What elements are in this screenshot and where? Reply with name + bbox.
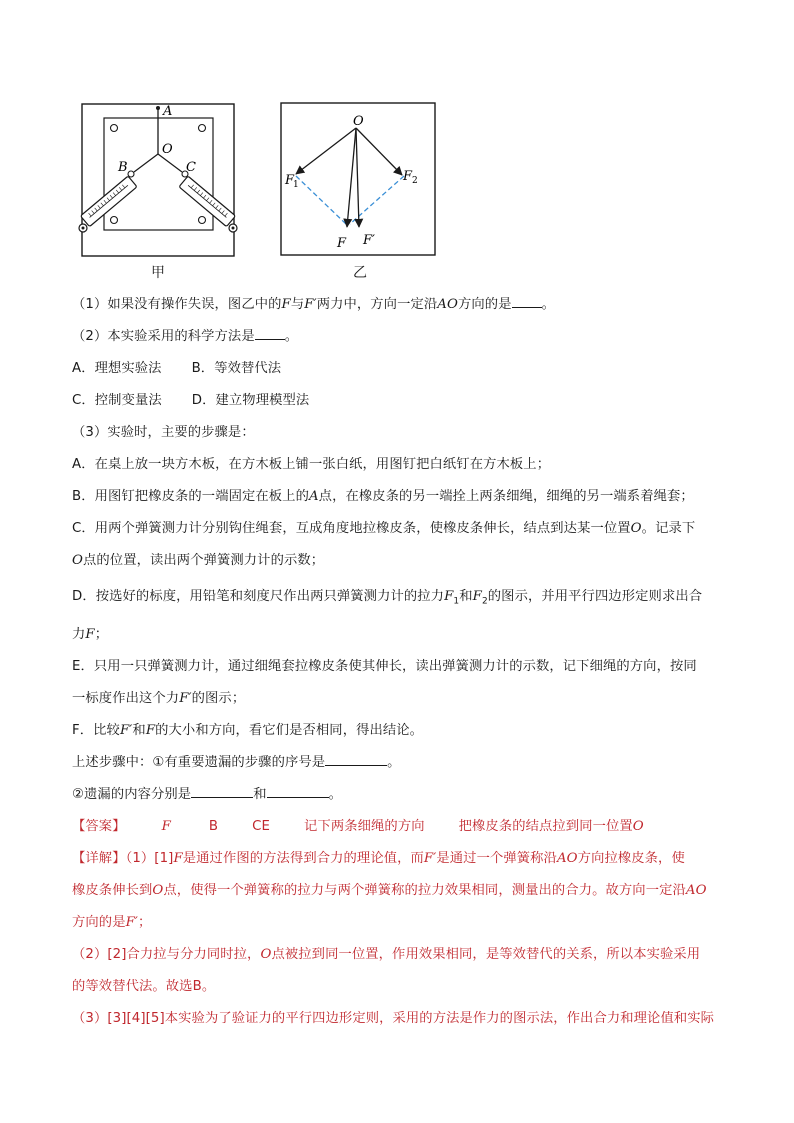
answer-3: CE (252, 819, 271, 834)
answer-1: F (161, 819, 171, 834)
step-e-line-2: 一标度作出这个力F′的图示； (72, 691, 246, 706)
answer-blank-5[interactable] (267, 786, 329, 798)
label-f-prime: F′ (363, 233, 375, 248)
arrow-f (347, 128, 356, 227)
label-f1: F (285, 173, 295, 188)
string-left (134, 154, 158, 172)
label-a: A (163, 104, 173, 119)
pin-bottom-right (199, 217, 206, 224)
answer-blank-1[interactable] (512, 296, 542, 308)
label-o: O (353, 114, 364, 129)
answer-blank-2[interactable] (255, 328, 285, 340)
sub-question-1: 上述步骤中：①有重要遗漏的步骤的序号是 。 (72, 755, 401, 770)
question-2: （2）本实验采用的科学方法是 。 (72, 329, 299, 344)
figure-yi (280, 100, 437, 257)
step-a: A．在桌上放一块方木板，在方木板上铺一张白纸，用图钉把白纸钉在方木板上； (72, 457, 551, 472)
arrow-f-prime (356, 128, 359, 227)
step-c-line-2: O点的位置，读出两个弹簧测力计的示数； (72, 553, 325, 568)
answer-2: B (208, 819, 219, 834)
answer-5: 把橡皮条的结点拉到同一位置 (458, 819, 633, 834)
step-b: B．用图钉把橡皮条的一端固定在板上的A点，在橡皮条的另一端拴上两条细绳，细绳的另一端系着绳套； (72, 489, 694, 504)
label-f: F (337, 236, 347, 251)
pin-top-right (199, 125, 206, 132)
answer-blank-3[interactable] (325, 754, 387, 766)
label-f1-sub: 1 (293, 180, 299, 190)
question-1: （1）如果没有操作失误，图乙中的F与F′两力中，方向一定沿AO方向的是 。 (72, 297, 555, 312)
detail-line-4: （2）[2]合力拉与分力同时拉，O点被拉到同一位置，作用效果相同，是等效替代的关系，所以本实验采用 (72, 947, 701, 962)
option-d[interactable]: D．建立物理模型法 (191, 393, 310, 408)
detail-line-2: 橡皮条伸长到O点，使得一个弹簧称的拉力与两个弹簧称的拉力效果相同，测量出的合力。故方向一定沿AO (72, 883, 707, 898)
step-d-line-1: D．按选好的标度，用铅笔和刻度尺作出两只弹簧测力计的拉力$F_1$和$F_2$的图示，并用平行四边形定则求出合 (72, 589, 703, 607)
sub-question-2: ②遗漏的内容分别是 和 。 (72, 787, 343, 802)
pin-top-left (111, 125, 118, 132)
label-o: O (162, 142, 173, 157)
detail-line-1: 【详解】（1）[1]F是通过作图的方法得到合力的理论值，而F′是通过一个弹簧称沿AO方向拉橡皮条，使 (72, 851, 685, 866)
arrow-f1 (296, 128, 356, 174)
detail-line-3: 方向的是F′； (72, 915, 152, 930)
figure-jia (78, 100, 238, 260)
label-c: C (186, 160, 196, 175)
pin-bottom-left (111, 217, 118, 224)
step-e-line-1: E．只用一只弹簧测力计，通过细绳套拉橡皮条使其伸长，读出弹簧测力计的示数，记下细绳的方向，按同 (72, 659, 697, 674)
figure-jia-caption: 甲 (151, 265, 165, 281)
figure-yi-caption: 乙 (353, 265, 367, 281)
dashed-f1-f (296, 176, 346, 224)
label-f2: F (403, 169, 413, 184)
options-row-2 (72, 389, 309, 408)
option-a[interactable]: A．理想实验法 (72, 361, 162, 376)
step-c-line-1: C．用两个弹簧测力计分别钩住绳套，互成角度地拉橡皮条，使橡皮条伸长，结点到达某一位置O。记录下 (72, 521, 696, 536)
detail-line-5: 的等效替代法。故选B。 (72, 979, 216, 994)
step-f: F．比较F′和F的大小和方向，看它们是否相同，得出结论。 (72, 723, 424, 738)
option-b[interactable]: B．等效替代法 (191, 361, 282, 376)
question-3-intro: （3）实验时，主要的步骤是： (72, 425, 255, 440)
label-b: B (118, 160, 128, 175)
label-f2-sub: 2 (412, 176, 418, 186)
answer-blank-4[interactable] (191, 786, 253, 798)
options-row-1 (72, 357, 281, 376)
answer-line: 【答案】 F B CE 记下两条细绳的方向 把橡皮条的结点拉到同一位置O (72, 819, 644, 834)
detail-line-6: （3）[3][4][5]本实验为了验证力的平行四边形定则，采用的方法是作力的图示法，作出合力和理论值和实际 (72, 1011, 715, 1026)
answer-4: 记下两条细绳的方向 (304, 819, 425, 834)
detail-label: 【详解】 (72, 851, 126, 866)
spring-scale-left (81, 176, 137, 227)
answer-label: 【答案】 (72, 819, 126, 834)
option-c[interactable]: C．控制变量法 (72, 393, 162, 408)
spring-scale-right (179, 176, 235, 227)
hook-left (128, 171, 134, 177)
arrow-f2 (356, 128, 402, 175)
step-d-line-2: 力F； (72, 627, 109, 642)
